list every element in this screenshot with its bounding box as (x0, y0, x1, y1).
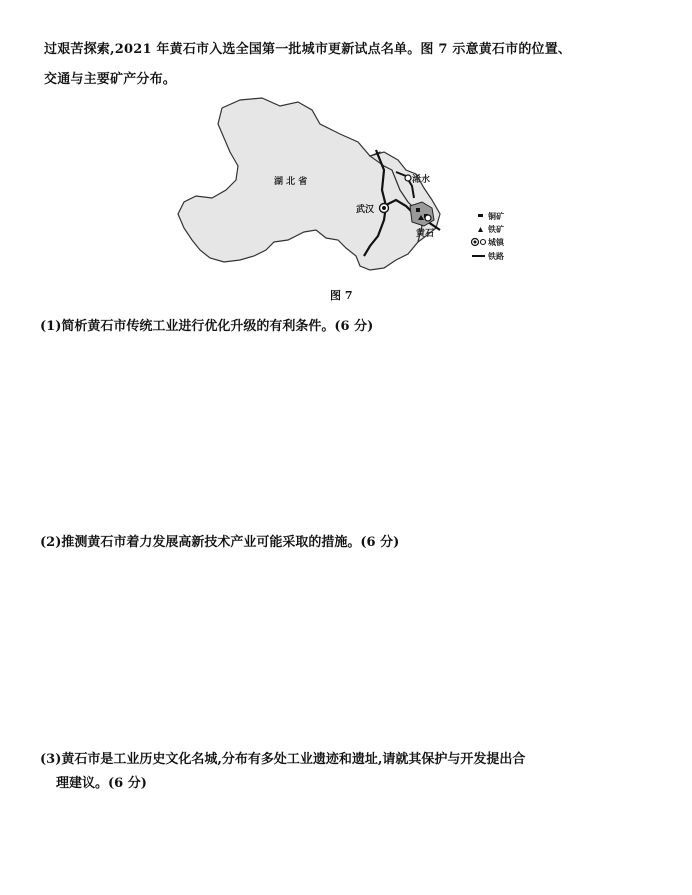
city-label-wuhan: 武汉 (356, 205, 375, 215)
city-label-huangshi: 黄石 (416, 229, 435, 239)
legend-copper-symbol (478, 214, 483, 217)
legend-city-symbol-minor (481, 240, 486, 245)
map-legend (472, 211, 505, 261)
city-label-tuanfeng: 浠水 (412, 175, 431, 185)
city-marker-tuanfeng (405, 175, 411, 181)
legend-iron-symbol (478, 227, 483, 232)
legend-copper-label: 铜矿 (488, 211, 504, 221)
question-3-continued: 理建议。(6 分) (56, 776, 147, 791)
question-1: (1)简析黄石市传统工业进行优化升级的有利条件。(6 分) (40, 319, 374, 334)
city-marker-wuhan-dot (382, 206, 386, 210)
intro-line-2: 交通与主要矿产分布。 (44, 72, 177, 87)
legend-city-label: 城镇 (488, 237, 504, 247)
legend-city-symbol-major-dot (474, 241, 477, 244)
city-marker-huangshi (425, 215, 431, 221)
copper-mine-marker (416, 208, 420, 212)
question-2: (2)推测黄石市着力发展高新技术产业可能采取的措施。(6 分) (40, 535, 400, 550)
hubei-map-figure (170, 90, 540, 280)
legend-railway-label: 铁路 (488, 251, 504, 261)
legend-iron-label: 铁矿 (488, 224, 504, 234)
map-svg (170, 90, 540, 280)
figure-caption: 图 7 (330, 289, 353, 302)
question-3: (3)黄石市是工业历史文化名城,分布有多处工业遗迹和遗址,请就其保护与开发提出合 (40, 752, 526, 767)
intro-line-1: 过艰苦探索,2021 年黄石市入选全国第一批城市更新试点名单。图 7 示意黄石市的位置、 (44, 42, 572, 57)
province-label: 湖 北 省 (274, 177, 308, 187)
